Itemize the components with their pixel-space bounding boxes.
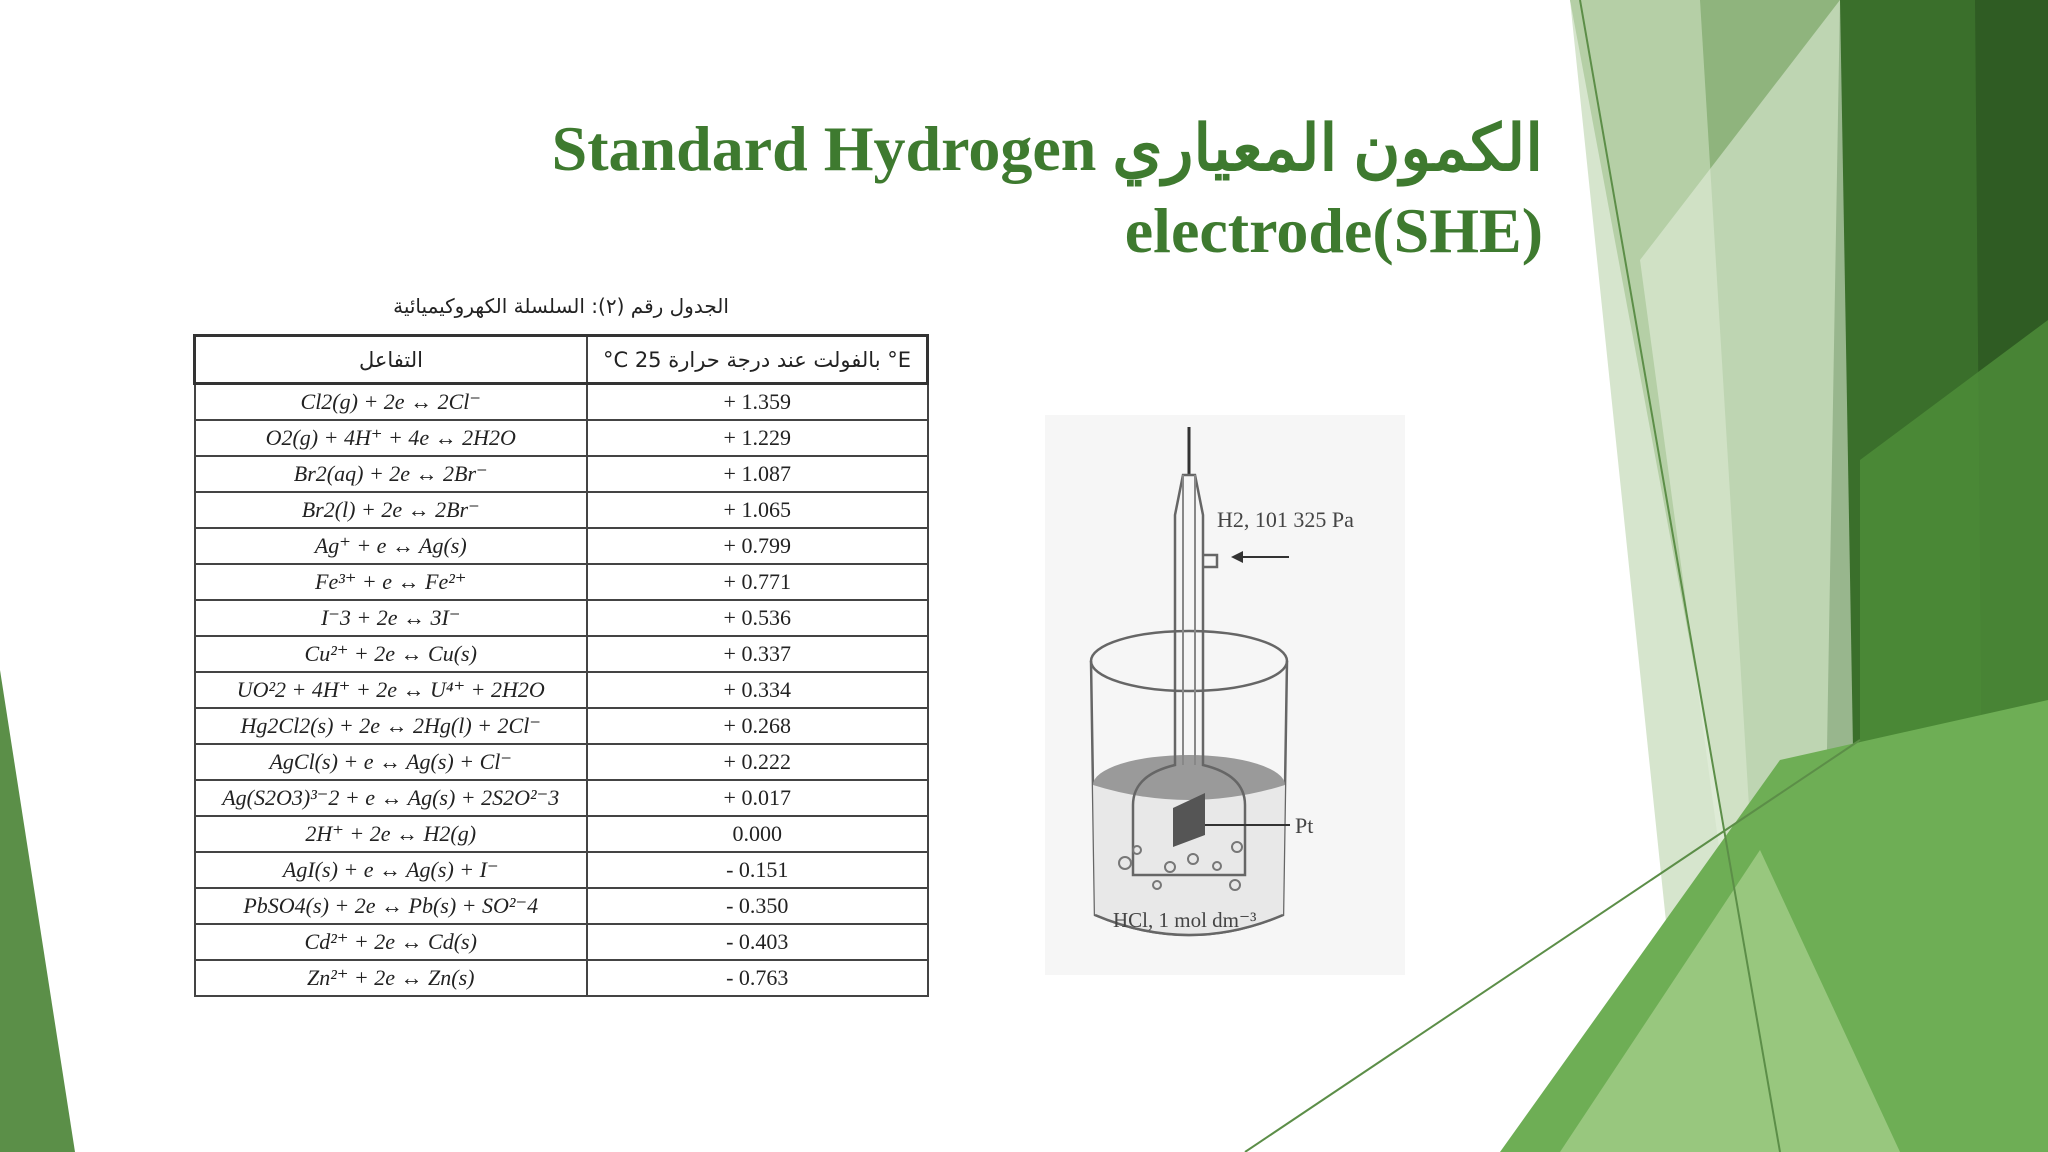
reaction-cell: Ag(S2O3)³⁻2 + e ↔ Ag(s) + 2S2O²⁻3 <box>195 780 587 816</box>
potential-cell: + 0.771 <box>587 564 928 600</box>
table-row <box>195 960 928 996</box>
table-row <box>195 780 928 816</box>
table-body <box>195 384 928 997</box>
slide-title <box>443 108 1543 272</box>
potential-cell: - 0.763 <box>587 960 928 996</box>
slide-title-line-1: Standard Hydrogen الكمون المعياري <box>551 113 1543 184</box>
table-row <box>195 600 928 636</box>
potential-cell: + 0.017 <box>587 780 928 816</box>
table-row <box>195 816 928 852</box>
potential-cell: + 1.087 <box>587 456 928 492</box>
potential-cell: - 0.151 <box>587 852 928 888</box>
reaction-cell: Hg2Cl2(s) + 2e ↔ 2Hg(l) + 2Cl⁻ <box>195 708 587 744</box>
slide-title-line-2: electrode(SHE) <box>1124 195 1543 266</box>
potential-cell: 0.000 <box>587 816 928 852</box>
table-row <box>195 456 928 492</box>
reaction-cell: Br2(l) + 2e ↔ 2Br⁻ <box>195 492 587 528</box>
reaction-cell: Fe³⁺ + e ↔ Fe²⁺ <box>195 564 587 600</box>
reaction-cell: Cd²⁺ + 2e ↔ Cd(s) <box>195 924 587 960</box>
table-row <box>195 708 928 744</box>
reaction-cell: AgI(s) + e ↔ Ag(s) + I⁻ <box>195 852 587 888</box>
table-row <box>195 852 928 888</box>
table-caption: الجدول رقم (٢): السلسلة الكهروكيميائية <box>393 294 729 318</box>
potential-cell: - 0.350 <box>587 888 928 924</box>
reaction-cell: O2(g) + 4H⁺ + 4e ↔ 2H2O <box>195 420 587 456</box>
potential-cell: + 1.065 <box>587 492 928 528</box>
table-row <box>195 672 928 708</box>
potential-cell: + 0.268 <box>587 708 928 744</box>
table-row <box>195 492 928 528</box>
solution-label: HCl, 1 mol dm⁻³ <box>1113 908 1257 932</box>
table-header-row <box>195 336 928 384</box>
potential-cell: - 0.403 <box>587 924 928 960</box>
reaction-cell: Br2(aq) + 2e ↔ 2Br⁻ <box>195 456 587 492</box>
reaction-cell: PbSO4(s) + 2e ↔ Pb(s) + SO²⁻4 <box>195 888 587 924</box>
pt-label: Pt <box>1295 813 1314 838</box>
potential-cell: + 0.334 <box>587 672 928 708</box>
gas-label: H2, 101 325 Pa <box>1217 507 1354 532</box>
table-row <box>195 924 928 960</box>
header-potential: E° بالفولت عند درجة حرارة 25 C° <box>587 336 928 384</box>
electrochemical-series-table <box>193 334 929 997</box>
she-diagram <box>1045 415 1405 975</box>
table-row <box>195 744 928 780</box>
potential-cell: + 0.337 <box>587 636 928 672</box>
table-row <box>195 888 928 924</box>
table-row <box>195 564 928 600</box>
table-row <box>195 384 928 421</box>
potential-cell: + 0.536 <box>587 600 928 636</box>
reaction-cell: I⁻3 + 2e ↔ 3I⁻ <box>195 600 587 636</box>
potential-cell: + 1.229 <box>587 420 928 456</box>
reaction-cell: Cl2(g) + 2e ↔ 2Cl⁻ <box>195 384 587 421</box>
table-row <box>195 636 928 672</box>
table-row <box>195 528 928 564</box>
reaction-cell: UO²2 + 4H⁺ + 2e ↔ U⁴⁺ + 2H2O <box>195 672 587 708</box>
potential-cell: + 0.222 <box>587 744 928 780</box>
reaction-cell: Ag⁺ + e ↔ Ag(s) <box>195 528 587 564</box>
reaction-cell: AgCl(s) + e ↔ Ag(s) + Cl⁻ <box>195 744 587 780</box>
potential-cell: + 1.359 <box>587 384 928 421</box>
header-reaction: التفاعل <box>195 336 587 384</box>
table-row <box>195 420 928 456</box>
reaction-cell: Cu²⁺ + 2e ↔ Cu(s) <box>195 636 587 672</box>
potential-cell: + 0.799 <box>587 528 928 564</box>
reaction-cell: 2H⁺ + 2e ↔ H2(g) <box>195 816 587 852</box>
reaction-cell: Zn²⁺ + 2e ↔ Zn(s) <box>195 960 587 996</box>
